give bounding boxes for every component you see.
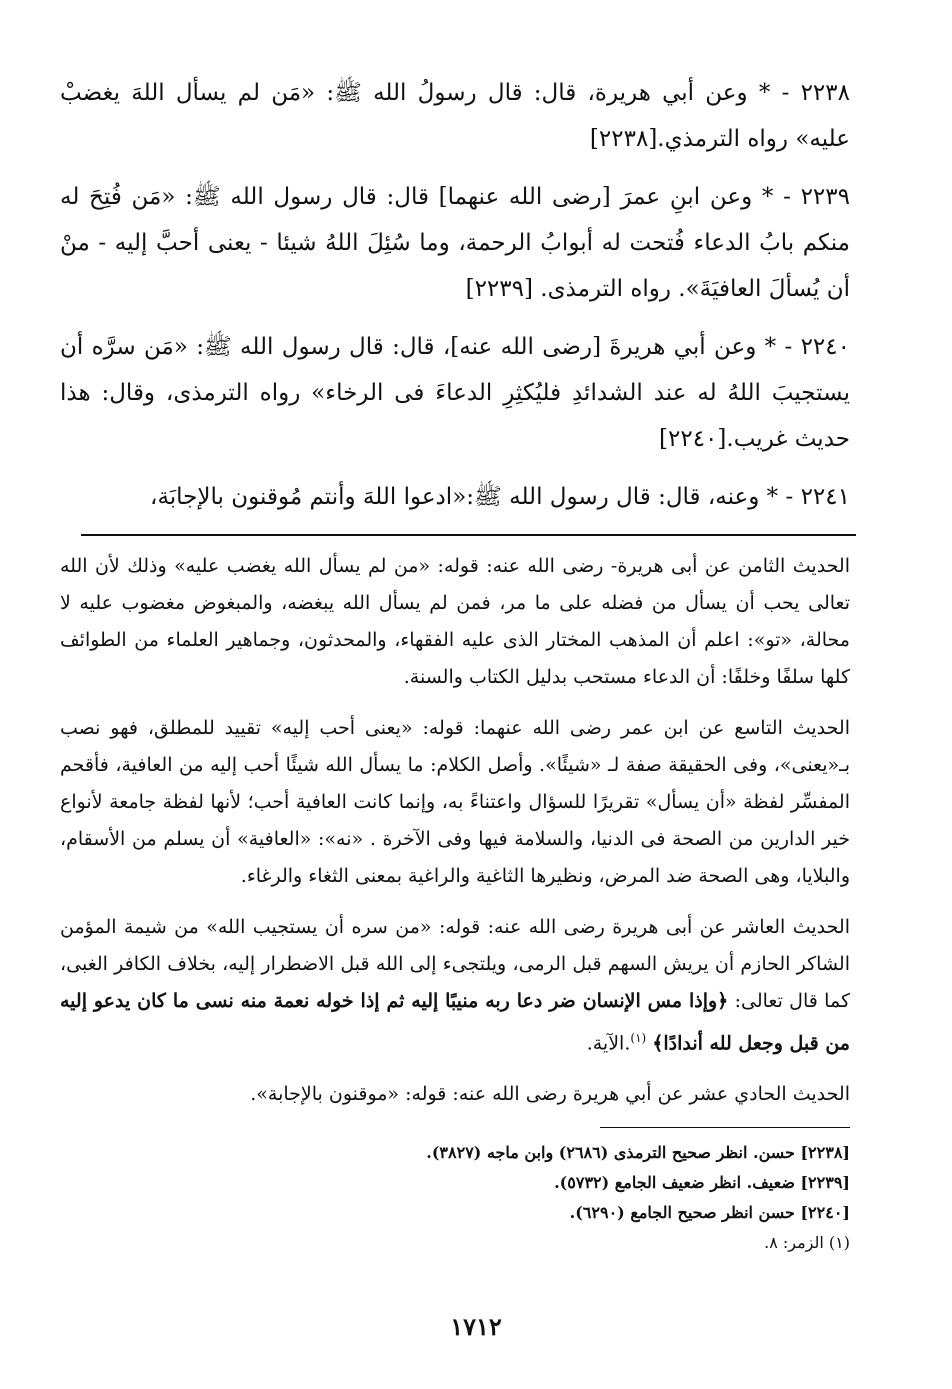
hadith-2240: ٢٢٤٠ - * وعن أبي هريرةَ [رضى الله عنه]، قال: قال رسول الله ﷺ: «مَن سرَّه أن يستجيبَ اللهُ له عند الشدائدِ فليُكثِرِ الدعاءَ فى الرخاء» رواه الترمذى، وقال: هذا حديث غريب.[٢٢٤٠] — [60, 334, 850, 452]
hadith-2238: ٢٢٣٨ - * وعن أبي هريرة، قال: قال رسولُ الله ﷺ: «مَن لم يسأل اللهَ يغضبْ عليه» رواه الترمذي.[٢٢٣٨] — [60, 80, 850, 152]
hadith-2239: ٢٢٣٩ - * وعن ابنِ عمرَ [رضى الله عنهما] قال: قال رسول الله ﷺ: «مَن فُتِحَ له منكم بابُ الدعاء فُتحت له أبوابُ الرحمة، وما سُئِلَ اللهُ شيئا - يعنى أحبَّ إليه - منْ أن يُسألَ العافيَةَ». رواه الترمذى. [٢٢٣٩] — [60, 184, 850, 302]
commentary-hadith-8: الحديث الثامن عن أبى هريرة- رضى الله عنه: قوله: «من لم يسأل الله يغضب عليه» وذلك لأن الله تعالى يحب أن يسأل من فضله على ما مر، فمن لم يسأل الله يبغضه، والمبغوض مغضوب عليه لا محالة، «تو»: اعلم أن المذهب المختار الذى عليه الفقهاء، والمحدثون، وجماهير العلماء من الطوائف كلها سلفًا وخلفًا: أن الدعاء مستحب بدليل الكتاب والسنة. — [60, 555, 850, 688]
footnote-2238: [٢٢٣٨] حسن. انظر صحيح الترمذى (٢٦٨٦) وابن ماجه (٣٨٢٧). — [426, 1143, 850, 1163]
footnote-ref: (١) — [630, 1031, 647, 1045]
hadith-2241: ٢٢٤١ - * وعنه، قال: قال رسول الله ﷺ:«ادعوا اللهَ وأنتم مُوقنون بالإجابَة، — [150, 484, 850, 510]
commentary-hadith-10 — [60, 909, 850, 1062]
commentary-end: .الآية. — [586, 1032, 631, 1055]
commentary-hadith-11: الحديث الحادي عشر عن أبي هريرة رضى الله عنه: قوله: «موقنون بالإجابة». — [250, 1083, 850, 1106]
page-body — [60, 70, 850, 1258]
main-divider — [81, 534, 856, 536]
page-number: ١٧١٢ — [450, 1312, 502, 1341]
footnote-divider — [600, 1127, 850, 1128]
footnote-2240: [٢٢٤٠] حسن انظر صحيح الجامع (٦٢٩٠). — [569, 1203, 850, 1223]
footnote-1: (١) الزمر: ٨. — [764, 1233, 850, 1253]
commentary-text: الحديث العاشر عن أبى هريرة رضى الله عنه: قوله: «من سره أن يستجيب الله» من شيمة المؤمن الشاكر الحازم أن يريش السهم قبل الرمى، ويلتجىء إلى الله قبل الاضطرار إليه، بخلاف الكافر الغبى، كما قال تعالى: — [60, 916, 850, 1012]
commentary-hadith-9: الحديث التاسع عن ابن عمر رضى الله عنهما: قوله: «يعنى أحب إليه» تقييد للمطلق، فهو نصب بـ«يعنى»، وفى الحقيقة صفة لـ «شيئًا». وأصل الكلام: ما يسأل الله شيئًا أحب إليه من العافية، فأقحم المفسِّر لفظة «أن يسأل» تقريرًا للسؤال واعتناءً به، وإنما كانت العافية أحب؛ لأنها لفظة جامعة لأنواع خير الدارين من الصحة فى الدنيا، والسلامة فيها وفى الآخرة . «نه»: «العافية» أن يسلم من الأسقام، والبلايا، وهى الصحة ضد المرض، ونظيرها الثاغية والراغية بمعنى الثغاء والرغاء. — [60, 717, 850, 887]
footnote-2239: [٢٢٣٩] ضعيف. انظر ضعيف الجامع (٥٧٣٢). — [554, 1173, 850, 1193]
quran-verse: ﴿وإذا مس الإنسان ضر دعا ربه منيبًا إليه ثم إذا خوله نعمة منه نسى ما كان يدعو إليه من قبل وجعل لله أندادًا﴾ — [60, 990, 850, 1055]
